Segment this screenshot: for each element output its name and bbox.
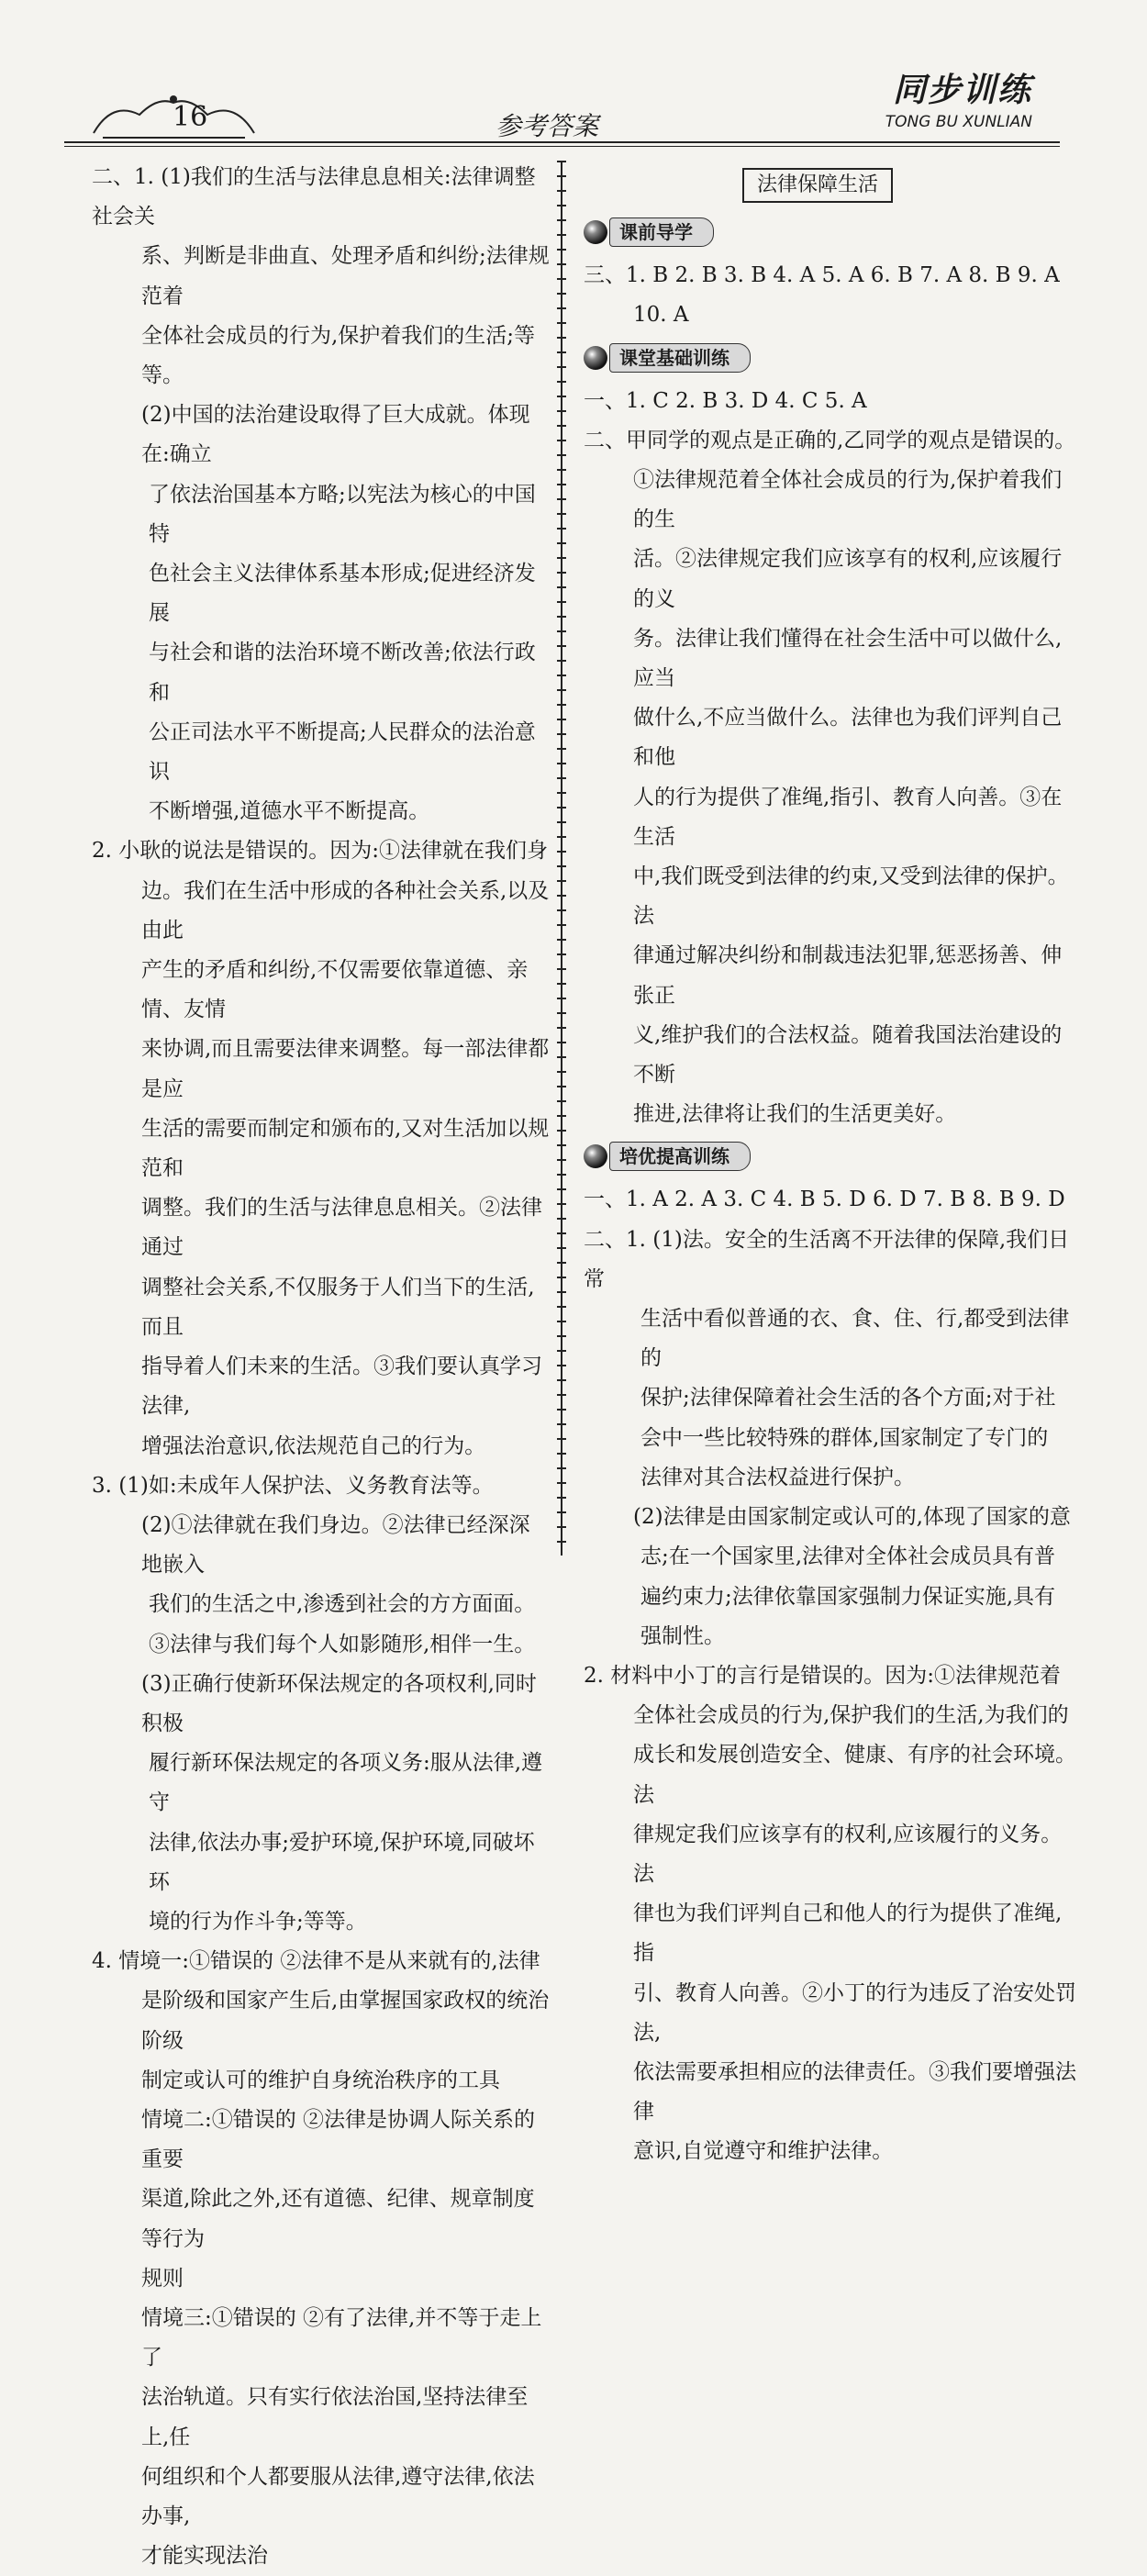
brand-pinyin: TONG BU XUNLIAN bbox=[885, 113, 1032, 131]
section-title: 法律保障生活 bbox=[742, 168, 893, 203]
text-line: 了依法治国基本方略;以宪法为核心的中国特 bbox=[149, 482, 536, 546]
column-divider bbox=[557, 161, 566, 1556]
answer-line: 意识,自觉遵守和维护法律。 bbox=[633, 2139, 894, 2164]
answer-line: 依法需要承担相应的法律责任。③我们要增强法律 bbox=[633, 2059, 1076, 2124]
section-tag: 课堂基础训练 bbox=[609, 343, 751, 373]
text-line: 规则 bbox=[141, 2266, 184, 2291]
text-line: 二、1. (1)我们的生活与法律息息相关:法律调整社会关 bbox=[92, 165, 536, 229]
answer-line: 10. A bbox=[633, 303, 689, 328]
answer-line: ①法律规范着全体社会成员的行为,保护着我们的生 bbox=[633, 468, 1063, 532]
text-line: 才能实现法治 bbox=[141, 2544, 268, 2569]
brand-name: 同步训练 bbox=[892, 71, 1032, 109]
section-label-basic bbox=[584, 340, 1079, 376]
answer-line: 二、1. (1)法。安全的生活离不开法律的保障,我们日常 bbox=[584, 1227, 1070, 1291]
answer-line: 法律对其合法权益进行保护。 bbox=[640, 1465, 915, 1489]
answer-line: 引、教育人向善。②小丁的行为违反了治安处罚法, bbox=[633, 1980, 1076, 2045]
section-title-box bbox=[648, 165, 987, 205]
text-line: 生活的需要而制定和颁布的,又对生活加以规范和 bbox=[141, 1116, 550, 1181]
text-line: 何组织和个人都要服从法律,遵守法律,依法办事, bbox=[141, 2464, 535, 2528]
answer-line: 中,我们既受到法律的约束,又受到法律的保护。法 bbox=[633, 864, 1069, 929]
answer-line: 推进,法律将让我们的生活更美好。 bbox=[633, 1102, 957, 1127]
answer-line: 活。②法律规定我们应该享有的权利,应该履行的义 bbox=[633, 547, 1063, 611]
answer-line: 遍约束力;法律依靠国家强制力保证实施,具有 bbox=[640, 1584, 1056, 1609]
text-line: 制定或认可的维护自身统治秩序的工具 bbox=[141, 2068, 500, 2092]
answer-line: 律规定我们应该享有的权利,应该履行的义务。法 bbox=[633, 1822, 1063, 1886]
section-label-preview bbox=[584, 214, 1079, 251]
text-line: 法治轨道。只有实行依法治国,坚持法律至上,任 bbox=[141, 2385, 529, 2449]
text-line: 指导着人们未来的生活。③我们要认真学习法律, bbox=[141, 1355, 542, 1419]
section-label-advanced bbox=[584, 1138, 1079, 1175]
text-line: (3)正确行使新环保法规定的各项权利,同时积极 bbox=[141, 1671, 537, 1735]
bullet-ball-icon bbox=[584, 346, 607, 370]
text-line: ③法律与我们每个人如影随形,相伴一生。 bbox=[149, 1632, 536, 1656]
text-line: 公正司法水平不断提高;人民群众的法治意识 bbox=[149, 719, 536, 785]
answer-line: 二、甲同学的观点是正确的,乙同学的观点是错误的。 bbox=[584, 428, 1076, 452]
text-line: 3. (1)如:未成年人保护法、义务教育法等。 bbox=[92, 1473, 494, 1498]
answer-line: 全体社会成员的行为,保护我们的生活,为我们的 bbox=[633, 1703, 1069, 1728]
text-line: (2)中国的法治建设取得了巨大成就。体现在:确立 bbox=[141, 403, 530, 467]
text-line: 境的行为作斗争;等等。 bbox=[149, 1909, 367, 1934]
text-line: 系、判断是非曲直、处理矛盾和纠纷;法律规范着 bbox=[141, 244, 550, 308]
bullet-ball-icon bbox=[584, 220, 607, 244]
header-rule bbox=[64, 141, 1060, 147]
text-line: 是阶级和国家产生后,由掌握国家政权的统治阶级 bbox=[141, 1989, 550, 2053]
answer-line: 律通过解决纠纷和制裁违法犯罪,惩恶扬善、伸张正 bbox=[633, 943, 1063, 1008]
answer-line: 义,维护我们的合法权益。随着我国法治建设的不断 bbox=[633, 1022, 1063, 1087]
answer-line: 律也为我们评判自己和他人的行为提供了准绳,指 bbox=[633, 1901, 1063, 1966]
page-header bbox=[64, 64, 1060, 147]
left-column bbox=[92, 158, 551, 2576]
answer-line: 一、1. A 2. A 3. C 4. B 5. D 6. D 7. B 8. B 9. D bbox=[584, 1188, 1065, 1212]
text-line: 不断增强,道德水平不断提高。 bbox=[149, 799, 430, 824]
answer-line: 三、1. B 2. B 3. B 4. A 5. A 6. B 7. A 8. B 9. A bbox=[584, 263, 1060, 288]
text-line: 边。我们在生活中形成的各种社会关系,以及由此 bbox=[141, 878, 550, 942]
text-line: 法律,依法办事;爱护环境,保护环境,同破坏环 bbox=[149, 1830, 535, 1894]
answer-line: 志;在一个国家里,法律对全体社会成员具有普 bbox=[640, 1544, 1056, 1569]
answer-line: 一、1. C 2. B 3. D 4. C 5. A bbox=[584, 388, 867, 413]
answer-line: 生活中看似普通的衣、食、住、行,都受到法律的 bbox=[640, 1307, 1070, 1371]
section-tag: 课前导学 bbox=[609, 217, 714, 247]
text-line: 情境三:①错误的 ②有了法律,并不等于走上了 bbox=[141, 2305, 542, 2370]
text-line: 与社会和谐的法治环境不断改善;依法行政和 bbox=[149, 641, 536, 705]
bullet-ball-icon bbox=[584, 1144, 607, 1168]
text-line: 来协调,而且需要法律来调整。每一部法律都是应 bbox=[141, 1037, 550, 1101]
text-line: 产生的矛盾和纠纷,不仅需要依靠道德、亲情、友情 bbox=[141, 958, 529, 1022]
page-number: 16 bbox=[173, 101, 208, 133]
text-line: 调整社会关系,不仅服务于人们当下的生活,而且 bbox=[141, 1275, 535, 1339]
answer-line: 务。法律让我们懂得在社会生活中可以做什么,应当 bbox=[633, 626, 1063, 691]
text-line: 4. 情境一:①错误的 ②法律不是从来就有的,法律 bbox=[92, 1949, 540, 1974]
text-line: 调整。我们的生活与法律息息相关。②法律通过 bbox=[141, 1196, 542, 1260]
text-line: 履行新环保法规定的各项义务:服从法律,遵守 bbox=[149, 1751, 543, 1815]
answer-line: 2. 材料中小丁的言行是错误的。因为:①法律规范着 bbox=[584, 1663, 1062, 1688]
header-title: 参考答案 bbox=[496, 111, 599, 141]
answer-line: 人的行为提供了准绳,指引、教育人向善。③在生活 bbox=[633, 785, 1063, 849]
answer-line: 保护;法律保障着社会生活的各个方面;对于社 bbox=[640, 1386, 1056, 1411]
text-line: 色社会主义法律体系基本形成;促进经济发展 bbox=[149, 562, 536, 626]
text-line: 渠道,除此之外,还有道德、纪律、规章制度等行为 bbox=[141, 2187, 535, 2251]
text-line: (2)①法律就在我们身边。②法律已经深深地嵌入 bbox=[141, 1512, 530, 1578]
answer-line: 成长和发展创造安全、健康、有序的社会环境。法 bbox=[633, 1743, 1076, 1807]
text-line: 我们的生活之中,渗透到社会的方方面面。 bbox=[149, 1592, 536, 1617]
text-line: 情境二:①错误的 ②法律是协调人际关系的重要 bbox=[141, 2107, 536, 2172]
text-line: 2. 小耿的说法是错误的。因为:①法律就在我们身 bbox=[92, 839, 549, 864]
text-line: 增强法治意识,依法规范自己的行为。 bbox=[141, 1433, 486, 1458]
answer-line: 强制性。 bbox=[640, 1623, 725, 1648]
right-column bbox=[584, 158, 1079, 2172]
text-line: 全体社会成员的行为,保护着我们的生活;等等。 bbox=[141, 323, 536, 388]
answer-line: 会中一些比较特殊的群体,国家制定了专门的 bbox=[640, 1425, 1049, 1450]
answer-line: 做什么,不应当做什么。法律也为我们评判自己和他 bbox=[633, 706, 1063, 770]
brand-logo bbox=[885, 64, 1032, 131]
section-tag: 培优提高训练 bbox=[609, 1142, 751, 1171]
answer-line: (2)法律是由国家制定或认可的,体现了国家的意 bbox=[633, 1505, 1071, 1530]
